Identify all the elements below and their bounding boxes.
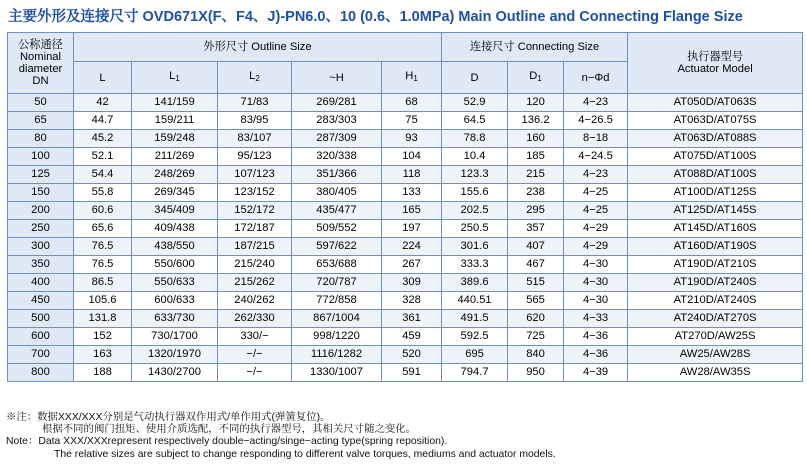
col-header-L1 [132, 62, 218, 94]
cell-n-phi-d: 4−29 [564, 238, 628, 256]
table-row [8, 112, 803, 130]
cell-L1: 269/345 [132, 184, 218, 202]
cell-n-phi-d: 4−36 [564, 328, 628, 346]
col-header-L1-sub: 1 [175, 74, 180, 83]
cell-D: 10.4 [442, 148, 508, 166]
cell-L: 55.8 [74, 184, 132, 202]
note-line-1: ※注：数据XXX/XXX分别是气动执行器双作用式/单作用式(弹簧复位)。 [6, 412, 331, 423]
cell-L: 152 [74, 328, 132, 346]
cell-D1: 295 [508, 202, 564, 220]
cell-H: 653/688 [292, 256, 382, 274]
cell-L2: 95/123 [218, 148, 292, 166]
note-line-4: The relative sizes are subject to change responding to different valve torques, mediums and actuator models. [54, 448, 556, 460]
cell-L: 65.6 [74, 220, 132, 238]
cell-dn: 150 [8, 184, 74, 202]
cell-D: 64.5 [442, 112, 508, 130]
cell-H1: 520 [382, 346, 442, 364]
cell-L2: 123/152 [218, 184, 292, 202]
table-row [8, 166, 803, 184]
cell-D1: 185 [508, 148, 564, 166]
cell-D1: 950 [508, 364, 564, 382]
cell-H: 435/477 [292, 202, 382, 220]
header-actuator-model [628, 33, 803, 94]
cell-H1: 197 [382, 220, 442, 238]
cell-dn: 600 [8, 328, 74, 346]
cell-L: 131.8 [74, 310, 132, 328]
cell-dn: 300 [8, 238, 74, 256]
cell-actuator-model: AT050D/AT063S [628, 94, 803, 112]
cell-H1: 459 [382, 328, 442, 346]
cell-actuator-model: AT145D/AT160S [628, 220, 803, 238]
cell-H1: 93 [382, 130, 442, 148]
cell-actuator-model: AT160D/AT190S [628, 238, 803, 256]
cell-D1: 620 [508, 310, 564, 328]
table-row [8, 328, 803, 346]
cell-n-phi-d: 4−33 [564, 310, 628, 328]
cell-D1: 160 [508, 130, 564, 148]
page-title: 主要外形及连接尺寸 OVD671X(F、F4、J)-PN6.0、10 (0.6、1.0MPa) Main Outline and Connecting Flange Size [8, 9, 743, 25]
cell-D1: 725 [508, 328, 564, 346]
cell-L2: 152/172 [218, 202, 292, 220]
cell-H1: 68 [382, 94, 442, 112]
cell-L2: 71/83 [218, 94, 292, 112]
cell-L: 52.1 [74, 148, 132, 166]
cell-D: 695 [442, 346, 508, 364]
cell-dn: 50 [8, 94, 74, 112]
cell-dn: 800 [8, 364, 74, 382]
col-header-L2-text: L [249, 70, 256, 82]
cell-actuator-model: AW25/AW28S [628, 346, 803, 364]
header-dn-line: diameter [18, 63, 63, 75]
cell-H: 1330/1007 [292, 364, 382, 382]
cell-L2: 240/262 [218, 292, 292, 310]
cell-actuator-model: AT240D/AT270S [628, 310, 803, 328]
cell-actuator-model: AT270D/AW25S [628, 328, 803, 346]
cell-dn: 250 [8, 220, 74, 238]
cell-n-phi-d: 4−23 [564, 166, 628, 184]
cell-D1: 467 [508, 256, 564, 274]
cell-D1: 515 [508, 274, 564, 292]
cell-n-phi-d: 4−25 [564, 184, 628, 202]
col-header-D1-text: D [529, 70, 538, 82]
cell-H: 269/281 [292, 94, 382, 112]
cell-L1: 550/633 [132, 274, 218, 292]
table-row [8, 238, 803, 256]
cell-n-phi-d: 4−23 [564, 94, 628, 112]
cell-H: 380/405 [292, 184, 382, 202]
cell-D: 250.5 [442, 220, 508, 238]
header-dn [8, 33, 74, 94]
cell-L: 54.4 [74, 166, 132, 184]
cell-L2: 107/123 [218, 166, 292, 184]
cell-n-phi-d: 4−26.5 [564, 112, 628, 130]
cell-D: 440.51 [442, 292, 508, 310]
cell-H1: 133 [382, 184, 442, 202]
cell-L1: 159/248 [132, 130, 218, 148]
cell-L1: 345/409 [132, 202, 218, 220]
cell-D: 592.5 [442, 328, 508, 346]
header-actuator-line: Actuator Model [677, 63, 753, 75]
cell-D1: 840 [508, 346, 564, 364]
cell-L1: 409/438 [132, 220, 218, 238]
table-row [8, 274, 803, 292]
cell-L1: 730/1700 [132, 328, 218, 346]
cell-L2: −/− [218, 346, 292, 364]
cell-L2: 330/− [218, 328, 292, 346]
cell-D: 491.5 [442, 310, 508, 328]
cell-L: 60.6 [74, 202, 132, 220]
cell-D: 202.5 [442, 202, 508, 220]
cell-L: 76.5 [74, 256, 132, 274]
cell-dn: 125 [8, 166, 74, 184]
cell-L2: 215/240 [218, 256, 292, 274]
cell-L2: 215/262 [218, 274, 292, 292]
cell-dn: 65 [8, 112, 74, 130]
spec-table [7, 32, 803, 382]
table-row [8, 220, 803, 238]
table-row [8, 256, 803, 274]
cell-n-phi-d: 4−25 [564, 202, 628, 220]
cell-H: 351/366 [292, 166, 382, 184]
cell-H: 720/787 [292, 274, 382, 292]
col-header-L: L [74, 62, 132, 94]
cell-L1: 600/633 [132, 292, 218, 310]
cell-actuator-model: AT063D/AT075S [628, 112, 803, 130]
cell-H1: 267 [382, 256, 442, 274]
notes [6, 412, 801, 461]
cell-H1: 591 [382, 364, 442, 382]
cell-H1: 75 [382, 112, 442, 130]
cell-actuator-model: AT075D/AT100S [628, 148, 803, 166]
cell-H: 772/858 [292, 292, 382, 310]
cell-n-phi-d: 4−24.5 [564, 148, 628, 166]
cell-H1: 224 [382, 238, 442, 256]
header-dn-line: Nominal [19, 51, 62, 63]
table-body [8, 94, 803, 382]
table-row [8, 202, 803, 220]
cell-L: 76.5 [74, 238, 132, 256]
cell-D: 301.6 [442, 238, 508, 256]
note-line-3: Note：Data XXX/XXXrepresent respectively double−acting/singe−acting type(spring reposition). [6, 436, 448, 448]
cell-actuator-model: AT063D/AT088S [628, 130, 803, 148]
cell-D1: 565 [508, 292, 564, 310]
cell-dn: 450 [8, 292, 74, 310]
cell-actuator-model: AT088D/AT100S [628, 166, 803, 184]
cell-n-phi-d: 4−30 [564, 274, 628, 292]
cell-dn: 350 [8, 256, 74, 274]
header-actuator-line: 执行器型号 [687, 51, 744, 63]
cell-L1: 248/269 [132, 166, 218, 184]
cell-D: 52.9 [442, 94, 508, 112]
cell-actuator-model: AT125D/AT145S [628, 202, 803, 220]
cell-n-phi-d: 8−18 [564, 130, 628, 148]
cell-dn: 80 [8, 130, 74, 148]
cell-n-phi-d: 4−36 [564, 346, 628, 364]
cell-H1: 165 [382, 202, 442, 220]
table-row [8, 148, 803, 166]
table-row [8, 292, 803, 310]
cell-D1: 238 [508, 184, 564, 202]
cell-L: 163 [74, 346, 132, 364]
cell-D1: 136.2 [508, 112, 564, 130]
cell-H1: 118 [382, 166, 442, 184]
cell-actuator-model: AT100D/AT125S [628, 184, 803, 202]
cell-D: 333.3 [442, 256, 508, 274]
cell-L: 86.5 [74, 274, 132, 292]
cell-L1: 141/159 [132, 94, 218, 112]
cell-actuator-model: AT190D/AT240S [628, 274, 803, 292]
cell-D1: 120 [508, 94, 564, 112]
cell-D1: 215 [508, 166, 564, 184]
header-outline-size: 外形尺寸 Outline Size [74, 33, 442, 62]
cell-n-phi-d: 4−30 [564, 256, 628, 274]
cell-L2: 172/187 [218, 220, 292, 238]
cell-L: 188 [74, 364, 132, 382]
cell-actuator-model: AT210D/AT240S [628, 292, 803, 310]
cell-n-phi-d: 4−29 [564, 220, 628, 238]
cell-L2: −/− [218, 364, 292, 382]
cell-H1: 328 [382, 292, 442, 310]
cell-dn: 500 [8, 310, 74, 328]
cell-D: 794.7 [442, 364, 508, 382]
cell-actuator-model: AT190D/AT210S [628, 256, 803, 274]
cell-L1: 159/211 [132, 112, 218, 130]
cell-D1: 357 [508, 220, 564, 238]
cell-actuator-model: AW28/AW35S [628, 364, 803, 382]
col-header-H1-sub: 1 [413, 74, 418, 83]
col-header-H: ~H [292, 62, 382, 94]
cell-D1: 407 [508, 238, 564, 256]
cell-H1: 361 [382, 310, 442, 328]
cell-H: 320/338 [292, 148, 382, 166]
header-connecting-size: 连接尺寸 Connecting Size [442, 33, 628, 62]
col-header-H1 [382, 62, 442, 94]
col-header-H1-text: H [405, 70, 414, 82]
table-row [8, 346, 803, 364]
cell-L2: 83/95 [218, 112, 292, 130]
cell-H: 509/552 [292, 220, 382, 238]
cell-L: 44.7 [74, 112, 132, 130]
header-dn-line: 公称通径 [18, 39, 63, 51]
col-header-n-phi-d: n−Φd [564, 62, 628, 94]
cell-L1: 211/269 [132, 148, 218, 166]
table-row [8, 130, 803, 148]
cell-L2: 187/215 [218, 238, 292, 256]
cell-dn: 100 [8, 148, 74, 166]
table-row [8, 184, 803, 202]
col-header-D1-sub: 1 [537, 74, 542, 83]
cell-dn: 400 [8, 274, 74, 292]
cell-H1: 104 [382, 148, 442, 166]
cell-D: 155.6 [442, 184, 508, 202]
cell-H: 283/303 [292, 112, 382, 130]
cell-L1: 438/550 [132, 238, 218, 256]
cell-L: 105.6 [74, 292, 132, 310]
cell-n-phi-d: 4−30 [564, 292, 628, 310]
cell-D: 389.6 [442, 274, 508, 292]
cell-L1: 550/600 [132, 256, 218, 274]
cell-L1: 633/730 [132, 310, 218, 328]
cell-D: 123.3 [442, 166, 508, 184]
table-row [8, 94, 803, 112]
cell-H: 1116/1282 [292, 346, 382, 364]
cell-H: 287/309 [292, 130, 382, 148]
col-header-D: D [442, 62, 508, 94]
cell-L2: 83/107 [218, 130, 292, 148]
cell-L2: 262/330 [218, 310, 292, 328]
cell-dn: 200 [8, 202, 74, 220]
col-header-L1-text: L [169, 70, 176, 82]
cell-n-phi-d: 4−39 [564, 364, 628, 382]
cell-L1: 1320/1970 [132, 346, 218, 364]
cell-D: 78.8 [442, 130, 508, 148]
cell-H: 867/1004 [292, 310, 382, 328]
col-header-L2-sub: 2 [255, 74, 260, 83]
cell-dn: 700 [8, 346, 74, 364]
col-header-D1 [508, 62, 564, 94]
cell-H: 998/1220 [292, 328, 382, 346]
cell-L1: 1430/2700 [132, 364, 218, 382]
header-dn-line: DN [32, 75, 49, 87]
table-row [8, 364, 803, 382]
cell-H1: 309 [382, 274, 442, 292]
note-line-2: 根据不同的阀门扭矩、使用介质选配，不同的执行器型号，其相关尺寸随之变化。 [42, 424, 417, 436]
cell-H: 597/622 [292, 238, 382, 256]
cell-L: 42 [74, 94, 132, 112]
cell-L: 45.2 [74, 130, 132, 148]
table-row [8, 310, 803, 328]
col-header-L2 [218, 62, 292, 94]
